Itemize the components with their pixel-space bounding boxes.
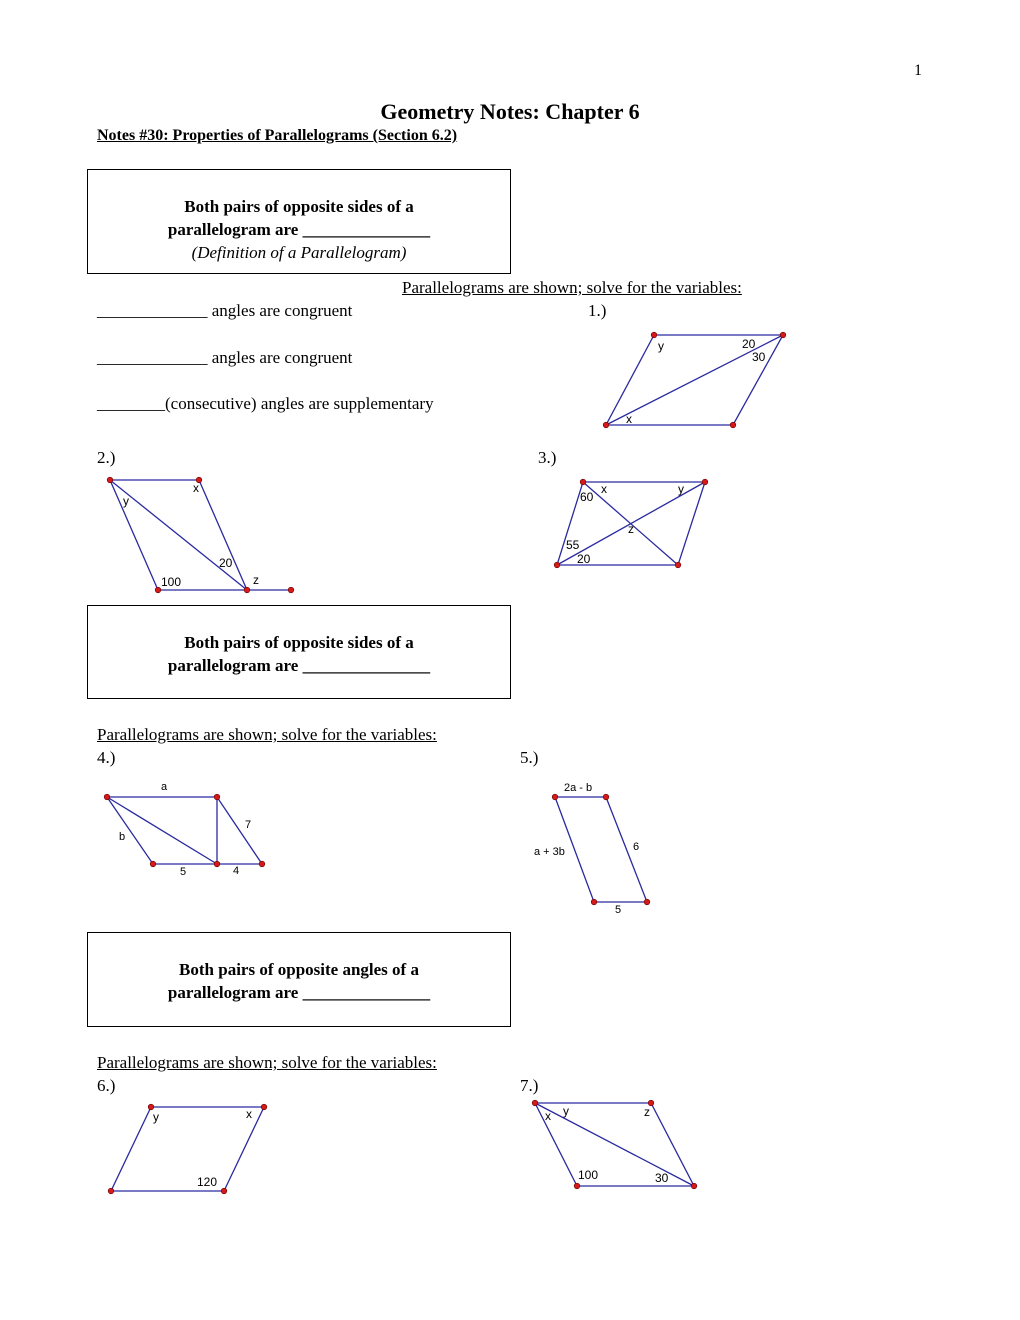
label-60: 60: [580, 490, 594, 504]
fill-blank-line: _____________ angles are congruent: [97, 301, 353, 320]
problem-label: 2.): [97, 448, 116, 467]
label-4: 4: [233, 865, 240, 877]
label-z: z: [628, 522, 634, 536]
box-text-line: Both pairs of opposite sides of a: [184, 197, 414, 216]
label-a: a: [161, 781, 168, 793]
fill-blank-line: ________(consecutive) angles are supplementary: [97, 394, 434, 413]
label-5: 5: [615, 904, 622, 916]
problem-label: 1.): [588, 301, 607, 320]
label-55: 55: [566, 538, 580, 552]
figure-5-parallelogram: [530, 775, 660, 920]
box-definition-note: (Definition of a Parallelogram): [191, 243, 407, 262]
box-text-line: parallelogram are _______________: [167, 656, 431, 675]
label-x: x: [601, 482, 607, 496]
fill-blank-line: _____________ angles are congruent: [97, 348, 353, 367]
notes-subtitle: Notes #30: Properties of Parallelograms (Section 6.2): [97, 127, 458, 144]
label-2a-minus-b: 2a - b: [564, 782, 593, 794]
figure-2-parallelogram: [100, 470, 300, 600]
theorem-box-opposite-sides-congruent: [87, 605, 511, 699]
label-b: b: [119, 831, 126, 843]
box-text-line: Both pairs of opposite angles of a: [179, 960, 419, 979]
figure-3-parallelogram: [550, 475, 720, 575]
label-5: 5: [180, 866, 187, 878]
figure-4-parallelogram: [100, 775, 275, 880]
label-100: 100: [161, 575, 182, 589]
label-y: y: [563, 1104, 569, 1118]
label-z: z: [253, 573, 259, 587]
theorem-box-opposite-angles-congruent: [87, 932, 511, 1027]
label-x: x: [626, 412, 632, 426]
box-text-line: parallelogram are _______________: [167, 983, 431, 1002]
figure-1-parallelogram: [600, 330, 790, 430]
page-number: 1: [914, 62, 922, 79]
label-7: 7: [245, 819, 252, 831]
box-text-line: parallelogram are _______________: [167, 220, 431, 239]
instruction-text: Parallelograms are shown; solve for the variables:: [97, 1053, 437, 1072]
label-z: z: [644, 1105, 650, 1119]
label-120: 120: [197, 1175, 218, 1189]
label-y: y: [123, 494, 129, 508]
problem-label: 7.): [520, 1076, 539, 1095]
label-y: y: [153, 1110, 159, 1124]
problem-label: 5.): [520, 748, 539, 767]
label-y: y: [658, 339, 664, 353]
label-6: 6: [633, 841, 640, 853]
page-title: Geometry Notes: Chapter 6: [380, 99, 640, 124]
label-x: x: [246, 1107, 252, 1121]
figure-6-parallelogram: [100, 1100, 275, 1200]
box-text-line: Both pairs of opposite sides of a: [184, 633, 414, 652]
problem-label: 3.): [538, 448, 557, 467]
problem-label: 6.): [97, 1076, 116, 1095]
label-x: x: [545, 1109, 551, 1123]
instruction-text: Parallelograms are shown; solve for the variables:: [402, 278, 742, 297]
label-100: 100: [578, 1168, 599, 1182]
problem-label: 4.): [97, 748, 116, 767]
label-20: 20: [742, 337, 756, 351]
label-y: y: [678, 482, 684, 496]
label-a-plus-3b: a + 3b: [534, 846, 565, 858]
figure-7-parallelogram: [530, 1095, 705, 1195]
label-20: 20: [577, 552, 591, 566]
instruction-text: Parallelograms are shown; solve for the variables:: [97, 725, 437, 744]
label-30: 30: [655, 1171, 669, 1185]
label-x: x: [193, 481, 199, 495]
label-20: 20: [219, 556, 233, 570]
theorem-box-opposite-sides-parallel: [87, 169, 511, 274]
label-30: 30: [752, 350, 766, 364]
